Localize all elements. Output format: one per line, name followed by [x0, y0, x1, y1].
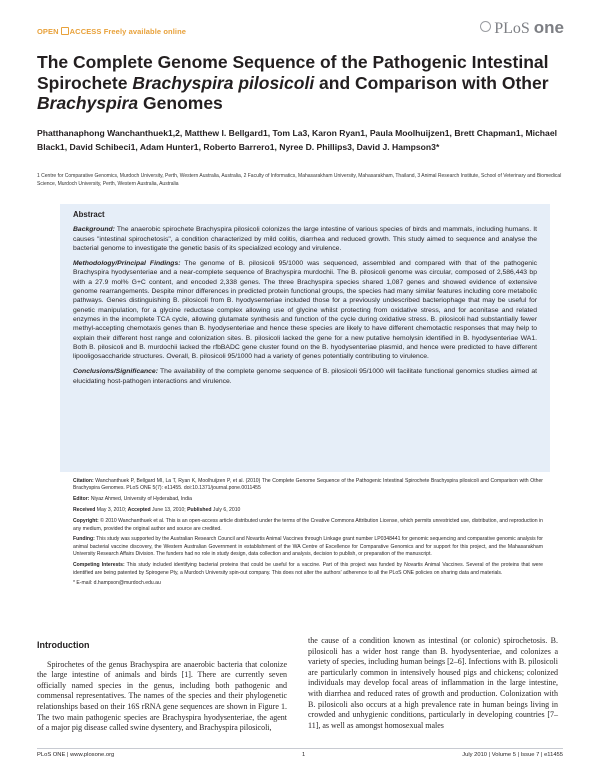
- title-part2: and Comparison with Other: [314, 72, 549, 93]
- received-label: Received: [73, 507, 96, 514]
- citation-text: Wanchanthuek P, Bellgard MI, La T, Ryan K, Moolhuijzen P, et al. (2010) The Complete Genome Sequence of the Pathogenic Intestinal Spirochete Brachyspira pilosicoli and Comparison with Other Brachyspira Genomes. PLoS ONE 5(7): e11455. doi:10.1371/journal.pone.0011455: [73, 478, 543, 492]
- title-part3: Genomes: [138, 93, 223, 113]
- open-access-banner: [37, 27, 186, 36]
- background-label: Background:: [73, 226, 115, 234]
- background-text: The anaerobic spirochete Brachyspira pilosicoli colonizes the large intestine of various species of birds and mammals, including humans. It causes "intestinal spirochetosis", a condition characterized by mild colitis, diarrhea and reduced growth. This study aimed to sequence and analyse the bacterial genome to investigate the genetic basis of its specialized ecology and virulence.: [73, 226, 537, 252]
- plos-one-logo: [480, 18, 564, 38]
- funding-label: Funding:: [73, 536, 95, 543]
- footer-issue: July 2010 | Volume 5 | Issue 7 | e11455: [462, 752, 563, 758]
- title-species: Brachyspira pilosicoli: [132, 72, 315, 93]
- footer-divider: [37, 748, 563, 749]
- conclusions-text: The availability of the complete genome sequence of B. pilosicoli 95/1000 will facilitate functional genomics studies aimed at elucidating host-pathogen interactions and virulence.: [73, 368, 537, 385]
- competing-interests: [73, 562, 543, 577]
- title-genus: Brachyspira: [37, 93, 139, 113]
- funding: [73, 536, 543, 558]
- page-number: 1: [302, 752, 306, 758]
- received-date: May 3, 2010;: [95, 507, 128, 514]
- published-date: July 6, 2010: [211, 507, 241, 514]
- published-label: Published: [187, 507, 212, 514]
- intro-left-text: Spirochetes of the genus Brachyspira are anaerobic bacteria that colonize the large intestine of animals and birds [1]. There are currently seven officially named species in the genus, including both pathogenic and commensal representatives. The names of the species and their phylogenetic relationships based on their 16S rRNA gene sequences are shown in Figure 1. The two main pathogenic species are Brachyspira hyodysenteriae, the agent of a major pig disease called swine dysentery, and Brachyspira pilosicoli,: [37, 659, 287, 733]
- plos-logo-icon: [480, 21, 491, 32]
- competing-text: This study included identifying bacterial proteins that could be useful for a vaccine. Part of this project was funded by Novartis Animal Vaccines. Several of the proteins that were identified are being patented by Spirogene Pty, a Murdoch University spin-out company. This does not alter the authors' adherence to all the PLoS ONE policies on sharing data and materials.: [73, 562, 543, 576]
- competing-label: Competing Interests:: [73, 562, 125, 569]
- open-access-text: ACCESS Freely available online: [69, 27, 187, 36]
- logo-one-text: one: [533, 18, 564, 37]
- editor-text: Niyaz Ahmed, University of Hyderabad, India: [89, 496, 192, 503]
- conclusions-label: Conclusions/Significance:: [73, 368, 158, 376]
- accepted-date: June 13, 2010;: [150, 507, 188, 514]
- dates: [73, 507, 543, 514]
- abstract-box: [60, 204, 550, 472]
- abstract-conclusions: [73, 367, 537, 386]
- abstract-methods: [73, 259, 537, 361]
- intro-left-column: [37, 640, 287, 734]
- citation: [73, 478, 543, 493]
- footer-journal[interactable]: PLoS ONE | www.plosone.org: [37, 752, 115, 758]
- funding-text: This study was supported by the Australian Research Council and Novartis Animal Vaccines through Linkage grant number LP0348441 for genomic sequencing and comparative genomic analysis for animal bacterial vaccine discovery, the Western Australian Government in establishment of the WA Centre of Excellence for Comparative Genomics and for support for this project, and the Mahasarakham University Research Affairs Division. The funders had no role in study design, data collection and analysis, decision to publish, or preparation of the manuscript.: [73, 536, 543, 558]
- open-access-label: OPEN: [37, 27, 59, 36]
- copyright-text: © 2010 Wanchanthuek et al. This is an open-access article distributed under the terms of the Creative Commons Attribution License, which permits unrestricted use, distribution, and reproduction in any medium, provided the original author and source are credited.: [73, 518, 543, 532]
- methods-text: The genome of B. pilosicoli 95/1000 was sequenced, assembled and compared with that of the pathogenic Brachyspira hyodysenteriae and a near-complete sequence of Brachyspira murdochii. The B. pilosicoli genome was circular, composed of 2,586,443 bp with a 27.9 mol% G+C content, and encoded 2,338 genes. The three Brachyspira species shared 1,087 genes and showed evidence of extensive genome rearrangements. Despite minor differences in predicted protein functional groups, the species had many similar features including core metabolic pathways. Genes distinguishing B. pilosicoli from B. hyodysenteriae included those for a previously undescribed bacteriophage that may be useful for genetic manipulation, for a glycine reductase complex allowing use of glycine whilst protecting from oxidative stress, and for aconitase and related enzymes in the incomplete TCA cycle, allowing glutamate synthesis and function of the cycle during oxidative stress. B. pilosicoli had substantially fewer methyl-accepting chemotaxis genes than B. hyodysenteriae and hence these species are likely to have different chemotactic responses that may help to explain their different host range and colonization sites. B. pilosicoli lacked the gene for a new putative hemolysin identified in B. hyodysenteriae WA1. Both B. pilosicoli and B. murdochii lacked the rfbBADC gene cluster found on the B. hyodysenteriae plasmid, and hence were predicted to have different lipooligosaccharide structures. Overall, B. pilosicoli 95/1000 had a variety of genes potentially contributing to virulence.: [73, 260, 537, 361]
- title-part1: The Complete Genome Sequence of the Pathogenic Intestinal Spirochete: [37, 52, 549, 93]
- article-title: [37, 52, 557, 114]
- open-lock-icon: [61, 27, 69, 35]
- affiliations: 1 Centre for Comparative Genomics, Murdoch University, Perth, Western Australia, Australia, 2 Faculty of Informatics, Mahasarakham University, Mahasarakham, Thailand, 3 Animal Research Institute, School of Veterinary and Biomedical Science, Murdoch University, Perth, Western Australia, Australia: [37, 173, 562, 187]
- abstract-background: [73, 225, 537, 253]
- methods-label: Methodology/Principal Findings:: [73, 260, 181, 268]
- copyright-label: Copyright:: [73, 518, 99, 525]
- editor: [73, 496, 543, 503]
- editor-label: Editor:: [73, 496, 90, 503]
- author-list: Phatthanaphong Wanchanthuek1,2, Matthew I. Bellgard1, Tom La3, Karon Ryan1, Paula Moolhuijzen1, Brett Chapman1, Michael Black1, David Schibeci1, Adam Hunter1, Roberto Barrero1, Nyree D. Phillips3, David J. Hampson3*: [37, 128, 558, 152]
- intro-right-column: [308, 636, 558, 731]
- email[interactable]: * E-mail: d.hampson@murdoch.edu.au: [73, 580, 161, 587]
- citation-label: Citation:: [73, 478, 94, 484]
- intro-heading: Introduction: [37, 640, 90, 650]
- accepted-label: Accepted: [127, 507, 151, 514]
- article-metadata: [73, 478, 543, 591]
- logo-plos-text: PLoS: [494, 20, 530, 37]
- copyright: [73, 518, 543, 533]
- abstract-heading: Abstract: [73, 210, 105, 219]
- intro-right-text: the cause of a condition known as intestinal (or colonic) spirochetosis. B. pilosicoli has a wider host range than B. hyodysenteriae, and colonizes a variety of species, including human beings [2–6]. Infections with B. pilosicoli are particularly common in intensively housed pigs and chickens; colonized individuals may develop focal areas of inflammation in the large intestine, with diarrhea and reduced rates of growth and production. Colonization with B. pilosicoli also occurs at a high prevalence rate in human beings living in crowded and unhygienic conditions, particularly in developing countries [7–11], as well as amongst homosexual males: [308, 636, 558, 730]
